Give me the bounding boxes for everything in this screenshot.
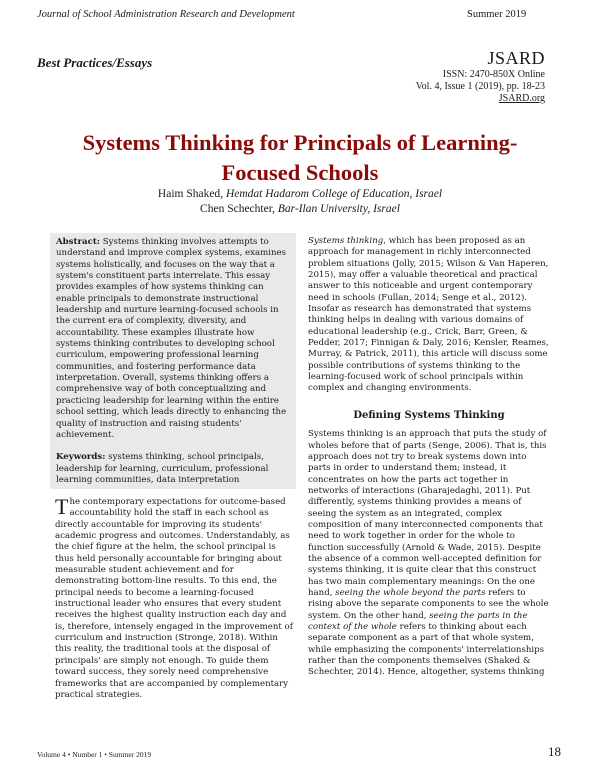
article-title [30, 128, 570, 188]
footer-volume: Volume 4 • Number 1 • Summer 2019 [37, 750, 152, 759]
page-number: 18 [548, 744, 561, 759]
journal-meta [416, 69, 545, 105]
volume-info: Vol. 4, Issue 1 (2019), pp. 18-23 [415, 81, 545, 92]
issue-date: Summer 2019 [467, 9, 527, 20]
title-line-1: Systems Thinking for Principals of Learning- [82, 130, 518, 155]
abstract-box [50, 233, 296, 489]
issn: ISSN: 2470-850X Online [442, 69, 545, 80]
intro-paragraph: The contemporary expectations for outcome-based accountability hold the staff in each school as directly accountable for improving its students' academic progress and outcomes. Understandably, as the chief figure at the helm, the school principal is thus held personally accountable for bringing about measurable student achievement and for demonstrating bottom-line results. To this end, the principal needs to become a learning-focused instructional leader who ensures that every student receives the highest quality instruction each day and is, therefore, intensely engaged in the improvement of curriculum and instruction (Stronge, 2018). Within this reality, the traditional tools at the disposal of principals' are simply not enough. To guide them toward success, they sorely need comprehensive frameworks that are accompanied by complementary practical strategies. [55, 494, 293, 700]
keywords: Keywords: systems thinking, school principals, leadership for learning, curriculum, professional learning communities, data interpretation [56, 452, 269, 485]
title-line-2: Focused Schools [221, 160, 379, 185]
journal-abbrev: JSARD [487, 48, 545, 68]
author-1: Haim Shaked, Hemdat Hadarom College of Education, Israel [157, 188, 443, 200]
section-label: Best Practices/Essays [37, 55, 153, 70]
journal-running-title: Journal of School Administration Research and Development [37, 9, 295, 20]
author-2: Chen Schechter, Bar-Ilan University, Israel [200, 203, 400, 215]
abstract: Abstract: Systems thinking involves attempts to understand and improve complex systems, examines systems holistically, and focuses on the way that a system's constituent parts interrelate. This essay provides examples of how systems thinking can enable principals to demonstrate instructional leadership and nurture learning-focused schools in the current era of complexity, diversity, and accountability. These examples illustrate how systems thinking contributes to developing school curriculum, empowering professional learning communities, and fostering performance data interpretation. Overall, systems thinking offers a comprehensive way of both conceptualizing and practicing leadership for learning within the entire school setting, which leads directly to enhancing the quality of instruction and raising students' achievement. [56, 237, 287, 440]
definition-paragraph: Systems thinking is an approach that puts the study of wholes before that of parts (Senge, 2006). That is, this approach does not try to break systems down into parts in order to understand them; instead, it concentrates on how the parts act together in networks of interactions (Gharajedaghi, 2011). Put differently, systems thinking provides a means of seeing the system as an integrated, complex composition of many interconnected components that need to work together in order for the whole to function successfully (Arnold & Wade, 2015). Despite the absence of a common well-accepted definition for systems thinking, it is quite clear that this construct has two main complementary meanings: On the one hand, seeing the whole beyond the parts refers to rising above the separate components to see the whole system. On the other hand, seeing the parts in the context of the whole refers to thinking about each separate component as a part of that whole system, while emphasizing the components' interrelationships rather than the components themselves (Shaked & Schechter, 2014). Hence, altogether, systems thinking [308, 429, 549, 678]
authors [30, 187, 570, 217]
systems-thinking-intro: Systems thinking, which has been proposed as an approach for management in richly interconnected problem situations (Jolly, 2015; Wilson & Van Haperen, 2015), may offer a valuable theoretical and practical answer to this noticeable and urgent contemporary need in schools (Fullan, 2014; Senge et al., 2012). Insofar as research has demonstrated that systems thinking helps in dealing with various domains of educational leadership (e.g., Crick, Barr, Green, & Pedder, 2017; Finnigan & Daly, 2016; Kensler, Reames, Murray, & Patrick, 2011), this article will discuss some possible contributions of systems thinking to the learning-focused work of school principals within complex and changing environments. [308, 236, 549, 394]
journal-url[interactable]: JSARD.org [498, 93, 545, 104]
drop-cap: T [55, 494, 69, 519]
right-column [308, 236, 550, 679]
section-heading: Defining Systems Thinking [353, 409, 505, 421]
